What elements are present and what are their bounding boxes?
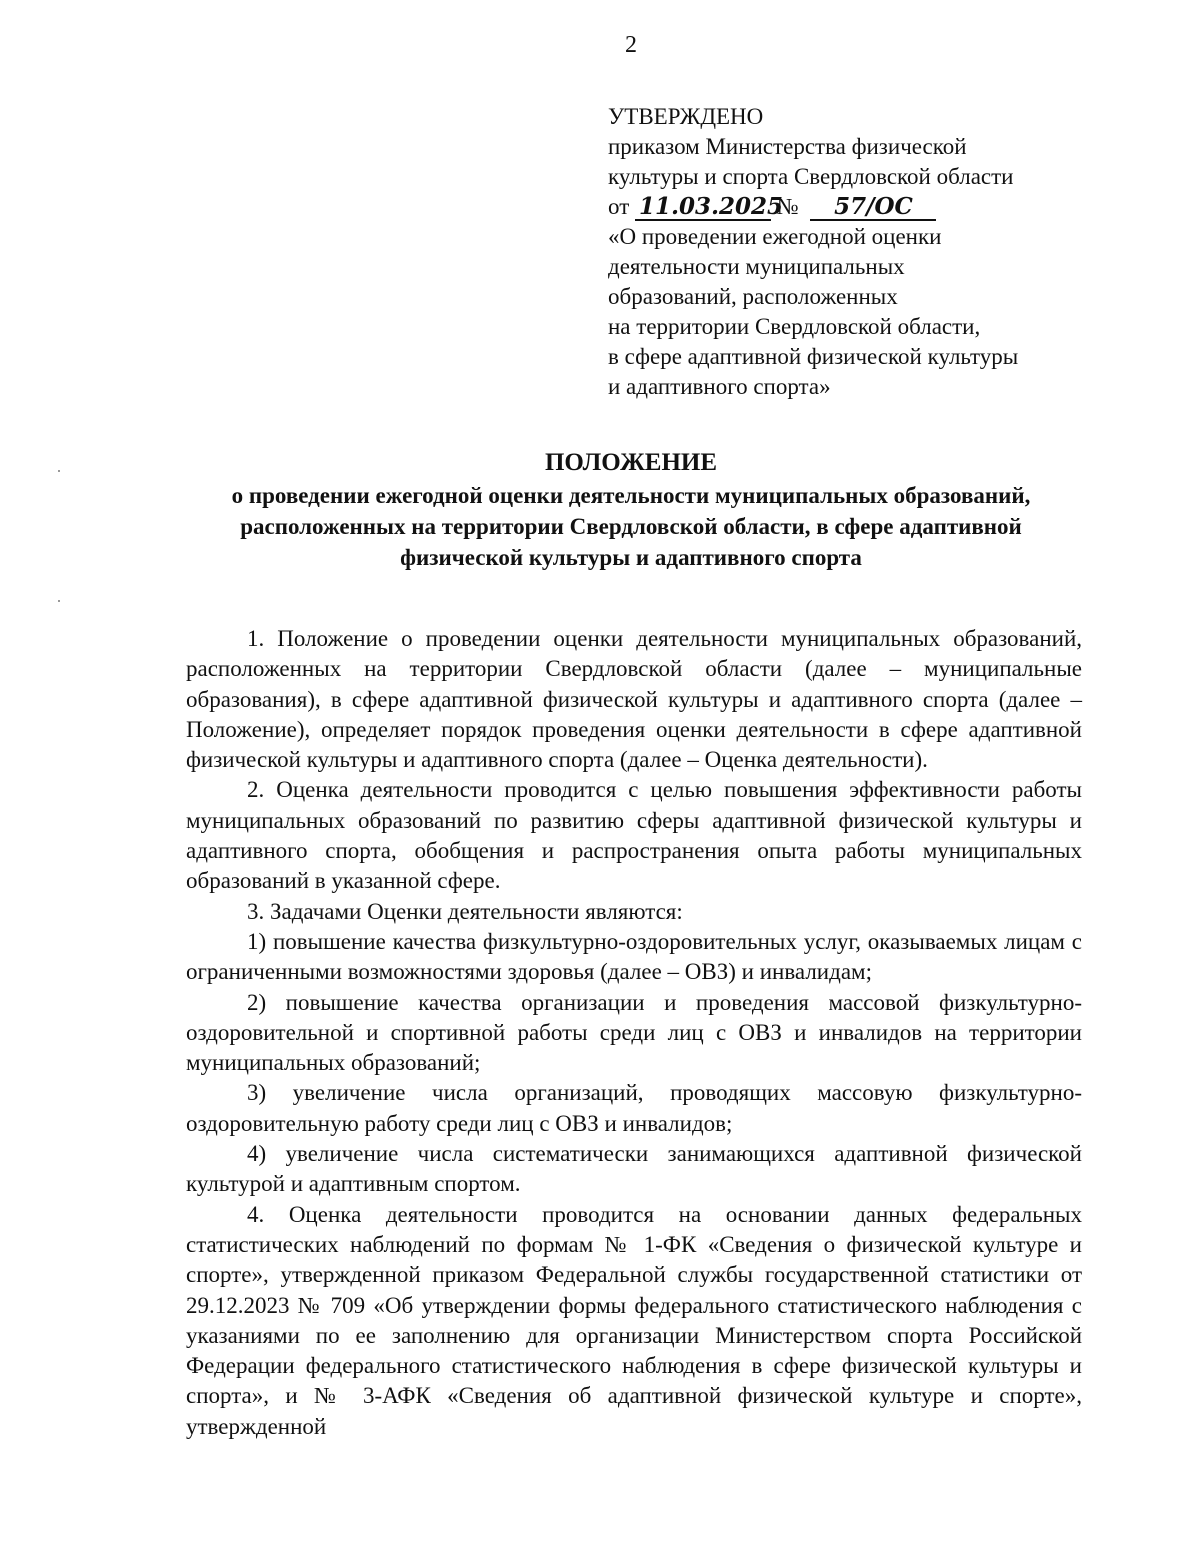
order-title-line: «О проведении ежегодной оценки <box>608 224 942 249</box>
approval-stamp-block <box>608 102 1128 402</box>
document-body <box>186 624 1082 1442</box>
paragraph-4: 4. Оценка деятельности проводится на основании данных федеральных статистических наблюдений по формам № 1-ФК «Сведения о физической культуре и спорте», утвержденной приказом Федеральной службы государственной статистики от 29.12.2023 № 709 «Об утверждении формы федерального статистического наблюдения с указаниями по ее заполнению для организации Министерством спорта Российской Федерации федерального статистического наблюдения в сфере физической культуры и спорта», и № 3-АФК «Сведения об адаптивной физической культуре и спорте», утвержденной <box>186 1201 1082 1439</box>
scan-speck <box>58 600 60 602</box>
paragraph-3: 3. Задачами Оценки деятельности являются: <box>247 898 683 924</box>
approval-line-1: приказом Министерства физической <box>608 134 967 159</box>
order-title-line: и адаптивного спорта» <box>608 374 831 399</box>
task-item-4: 4) увеличение числа систематически занимающихся адаптивной физической культурой и адаптивным спортом. <box>186 1141 1082 1197</box>
paragraph-2: 2. Оценка деятельности проводится с целью повышения эффективности работы муниципальных образований по развитию сферы адаптивной физической культуры и адаптивного спорта, обобщения и распространения опыта работы муниципальных образований в указанной сфере. <box>186 777 1082 894</box>
document-subtitle-line: расположенных на территории Свердловской области, в сфере адаптивной <box>240 514 1022 539</box>
task-item-3: 3) увеличение числа организаций, проводящих массовую физкультурно-оздоровительную работу среди лиц с ОВЗ и инвалидов; <box>186 1080 1082 1136</box>
order-title-line: деятельности муниципальных <box>608 254 905 279</box>
approval-date-number-line <box>608 192 1128 222</box>
task-item-1: 1) повышение качества физкультурно-оздоровительных услуг, оказываемых лицам с ограниченными возможностями здоровья (далее – ОВЗ) и инвалидам; <box>186 928 1082 985</box>
order-title-line: в сфере адаптивной физической культуры <box>608 344 1019 369</box>
approval-heading: УТВЕРЖДЕНО <box>608 104 764 129</box>
order-title-line: образований, расположенных <box>608 284 898 309</box>
approval-line-2: культуры и спорта Свердловской области <box>608 164 1014 189</box>
date-prefix: от <box>608 194 630 219</box>
number-sign: № <box>776 194 799 219</box>
task-item-2: 2) повышение качества организации и проведения массовой физкультурно-оздоровительной и спортивной работы среди лиц с ОВЗ и инвалидов на территории муниципальных образований; <box>186 989 1082 1076</box>
handwritten-date: 11.03.2025 <box>635 195 771 221</box>
scan-speck <box>58 470 60 472</box>
paragraph-1: 1. Положение о проведении оценки деятельности муниципальных образований, расположенных на территории Свердловской области (далее – муниципальные образования), в сфере адаптивной физической культуры и адаптивного спорта (далее – Положение), определяет порядок проведения оценки деятельности в сфере адаптивной физической культуры и адаптивного спорта (далее – Оценка деятельности). <box>186 626 1082 773</box>
order-title-line: на территории Свердловской области, <box>608 314 981 339</box>
document-subtitle-line: о проведении ежегодной оценки деятельности муниципальных образований, <box>231 483 1031 508</box>
handwritten-order-number: 57/ОС <box>810 195 936 221</box>
document-title: ПОЛОЖЕНИЕ <box>544 449 718 476</box>
document-title-block <box>150 446 1112 573</box>
page-number: 2 <box>625 32 637 58</box>
document-subtitle-line: физической культуры и адаптивного спорта <box>400 545 862 570</box>
